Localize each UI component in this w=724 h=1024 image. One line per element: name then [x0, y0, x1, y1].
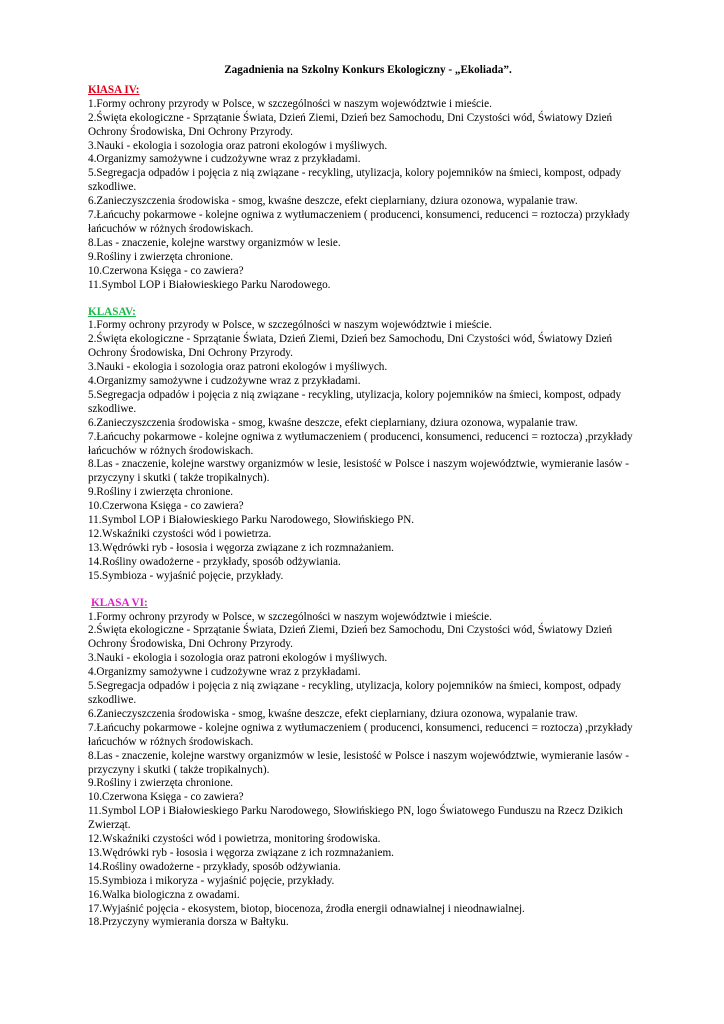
topic-item: 8.Las - znaczenie, kolejne warstwy organizmów w lesie, lesistość w Polsce i naszym województwie, wymieranie lasów - przyczyny i skutki ( także tropikalnych). — [88, 458, 629, 485]
topic-item: 17.Wyjaśnić pojęcia - ekosystem, biotop, biocenoza, źrodła energii odnawialnej i nieodnawialnej. — [88, 902, 525, 915]
topic-item: 15.Symbioza i mikoryza - wyjaśnić pojęcie, przykłady. — [88, 874, 335, 887]
topic-list-klasa-iv — [88, 98, 648, 293]
topic-item: 12.Wskaźniki czystości wód i powietrza. — [88, 528, 272, 540]
topic-item: 5.Segregacja odpadów i pojęcia z nią związane - recykling, utylizacja, kolory pojemników na śmieci, kompost, odpady szkodliwe. — [88, 680, 622, 706]
topic-item: 9.Rośliny i zwierzęta chronione. — [88, 777, 234, 790]
topic-item: 10.Czerwona Księga - co zawiera? — [88, 264, 244, 277]
topic-item: 11.Symbol LOP i Białowieskiego Parku Narodowego, Słowińskiego PN, logo Światowego Funduszu na Rzecz Dzikich Zwierząt. — [88, 805, 623, 832]
section-heading-klasa-v: KLASAV: — [88, 305, 136, 318]
topic-list-klasa-v — [88, 319, 648, 583]
topic-item: 13.Wędrówki ryb - łososia i węgorza związane z ich rozmnażaniem. — [88, 846, 394, 859]
topic-item: 7.Łańcuchy pokarmowe - kolejne ogniwa z wytłumaczeniem ( producenci, konsumenci, reducenci = roztocza) przykłady łańcuchów w różnych środowiskach. — [88, 209, 630, 235]
topic-item: 18.Przyczyny wymierania dorsza w Bałtyku. — [88, 916, 289, 929]
topic-item: 3.Nauki - ekologia i sozologia oraz patroni ekologów i myśliwych. — [88, 652, 388, 665]
topic-item: 16.Walka biologiczna z owadami. — [88, 888, 240, 901]
topic-item: 6.Zanieczyszczenia środowiska - smog, kwaśne deszcze, efekt cieplarniany, dziura ozonowa, wypalanie traw. — [88, 195, 578, 208]
topic-item: 11.Symbol LOP i Białowieskiego Parku Narodowego. — [88, 278, 331, 291]
topic-item: 7.Łańcuchy pokarmowe - kolejne ogniwa z wytłumaczeniem ( producenci, konsumenci, reducenci = roztocza) ,przykłady łańcuchów w różnych środowiskach. — [88, 721, 633, 748]
topic-item: 6.Zanieczyszczenia środowiska - smog, kwaśne deszcze, efekt cieplarniany, dziura ozonowa, wypalanie traw. — [88, 707, 578, 720]
section-heading-klasa-iv: KlASA IV: — [88, 83, 140, 96]
topic-item: 10.Czerwona Księga - co zawiera? — [88, 791, 244, 804]
document-page — [88, 60, 648, 943]
topic-item: 1.Formy ochrony przyrody w Polsce, w szczególności w naszym województwie i mieście. — [88, 97, 492, 110]
topic-item: 9.Rośliny i zwierzęta chronione. — [88, 486, 234, 499]
section-klasa-vi — [88, 597, 648, 931]
topic-item: 8.Las - znaczenie, kolejne warstwy organizmów w lesie. — [88, 236, 341, 249]
document-title: Zagadnienia na Szkolny Konkurs Ekologiczny - „Ekoliada”. — [224, 64, 512, 76]
topic-item: 3.Nauki - ekologia i sozologia oraz patroni ekologów i myśliwych. — [88, 361, 388, 374]
topic-item: 2.Święta ekologiczne - Sprzątanie Świata, Dzień Ziemi, Dzień bez Samochodu, Dni Czystości wód, Światowy Dzień Ochrony Środowiska, Dni Ochrony Przyrody. — [88, 111, 613, 138]
section-heading-klasa-vi: KLASA VI: — [91, 596, 148, 609]
topic-item: 4.Organizmy samożywne i cudzożywne wraz z przykładami. — [88, 153, 361, 166]
topic-item: 4.Organizmy samożywne i cudzożywne wraz z przykładami. — [88, 666, 361, 679]
topic-item: 5.Segregacja odpadów i pojęcia z nią związane - recykling, utylizacja, kolory pojemników na śmieci, kompost, odpady szkodliwe. — [88, 167, 622, 194]
topic-item: 9.Rośliny i zwierzęta chronione. — [88, 250, 234, 263]
topic-item: 7.Łańcuchy pokarmowe - kolejne ogniwa z wytłumaczeniem ( producenci, konsumenci, reducenci = roztocza) ,przykłady łańcuchów w różnych środowiskach. — [88, 430, 633, 457]
topic-item: 3.Nauki - ekologia i sozologia oraz patroni ekologów i myśliwych. — [88, 139, 388, 152]
topic-item: 15.Symbioza - wyjaśnić pojęcie, przykłady. — [88, 569, 284, 582]
topic-item: 6.Zanieczyszczenia środowiska - smog, kwaśne deszcze, efekt cieplarniany, dziura ozonowa, wypalanie traw. — [88, 416, 578, 429]
topic-item: 12.Wskaźniki czystości wód i powietrza, monitoring środowiska. — [88, 833, 381, 846]
topic-item: 13.Wędrówki ryb - łososia i węgorza związane z ich rozmnażaniem. — [88, 541, 394, 554]
topic-item: 11.Symbol LOP i Białowieskiego Parku Narodowego, Słowińskiego PN. — [88, 514, 415, 527]
section-klasa-iv — [88, 84, 648, 293]
topic-item: 2.Święta ekologiczne - Sprzątanie Świata, Dzień Ziemi, Dzień bez Samochodu, Dni Czystości wód, Światowy Dzień Ochrony Środowiska, Dni Ochrony Przyrody. — [88, 333, 613, 360]
topic-item: 8.Las - znaczenie, kolejne warstwy organizmów w lesie, lesistość w Polsce i naszym województwie, wymieranie lasów - przyczyny i skutki ( także tropikalnych). — [88, 749, 629, 776]
topic-item: 14.Rośliny owadożerne - przykłady, sposób odżywiania. — [88, 555, 341, 568]
topic-item: 14.Rośliny owadożerne - przykłady, sposób odżywiania. — [88, 860, 341, 873]
topic-item: 2.Święta ekologiczne - Sprzątanie Świata, Dzień Ziemi, Dzień bez Samochodu, Dni Czystości wód, Światowy Dzień Ochrony Środowiska, Dni Ochrony Przyrody. — [88, 624, 613, 651]
topic-item: 1.Formy ochrony przyrody w Polsce, w szczególności w naszym województwie i mieście. — [88, 319, 492, 332]
topic-item: 1.Formy ochrony przyrody w Polsce, w szczególności w naszym województwie i mieście. — [88, 610, 492, 623]
section-klasa-v — [88, 306, 648, 584]
topic-item: 10.Czerwona Księga - co zawiera? — [88, 500, 244, 513]
topic-item: 4.Organizmy samożywne i cudzożywne wraz z przykładami. — [88, 375, 361, 388]
topic-list-klasa-vi — [88, 611, 648, 931]
topic-item: 5.Segregacja odpadów i pojęcia z nią związane - recykling, utylizacja, kolory pojemników na śmieci, kompost, odpady szkodliwe. — [88, 388, 622, 415]
